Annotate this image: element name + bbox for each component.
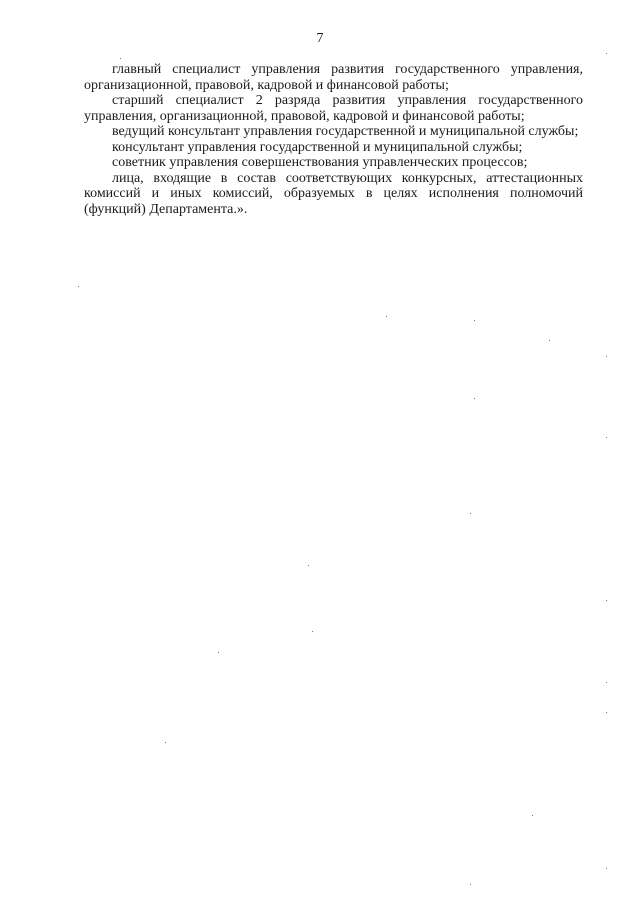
scan-speck	[606, 868, 607, 869]
scan-speck	[470, 884, 471, 885]
scan-speck	[218, 652, 219, 653]
document-body	[84, 62, 583, 217]
paragraph-senior-specialist: старший специалист 2 разряда развития управления государственного управления, организационной, правовой, кадровой и финансовой работы;	[84, 93, 583, 124]
scan-speck	[606, 682, 607, 683]
scan-speck	[532, 815, 533, 816]
paragraph-chief-specialist: главный специалист управления развития государственного управления, организационной, правовой, кадровой и финансовой работы;	[84, 62, 583, 93]
scan-speck	[474, 320, 475, 321]
paragraph-advisor: советник управления совершенствования управленческих процессов;	[112, 155, 528, 170]
scan-speck	[474, 398, 475, 399]
scan-speck	[606, 356, 607, 357]
scan-speck	[78, 286, 79, 287]
scan-speck	[120, 58, 121, 59]
scan-speck	[606, 712, 607, 713]
paragraph-consultant: консультант управления государственной и муниципальной службы;	[112, 139, 523, 155]
scan-speck	[386, 316, 387, 317]
paragraph-leading-consultant: ведущий консультант управления государственной и муниципальной службы;	[112, 124, 579, 139]
scan-speck	[165, 742, 166, 743]
scan-speck	[606, 600, 607, 601]
paragraph-commission-members: лица, входящие в состав соответствующих конкурсных, аттестационных комиссий и иных комиссий, образуемых в целях исполнения полномочий (функций) Департамента.».	[84, 170, 583, 217]
page-number: 7	[316, 31, 324, 46]
scan-speck	[308, 565, 309, 566]
scan-speck	[470, 513, 471, 514]
scan-speck	[312, 631, 313, 632]
scan-speck	[606, 437, 607, 438]
scan-speck	[549, 340, 550, 341]
scan-speck	[606, 53, 607, 54]
